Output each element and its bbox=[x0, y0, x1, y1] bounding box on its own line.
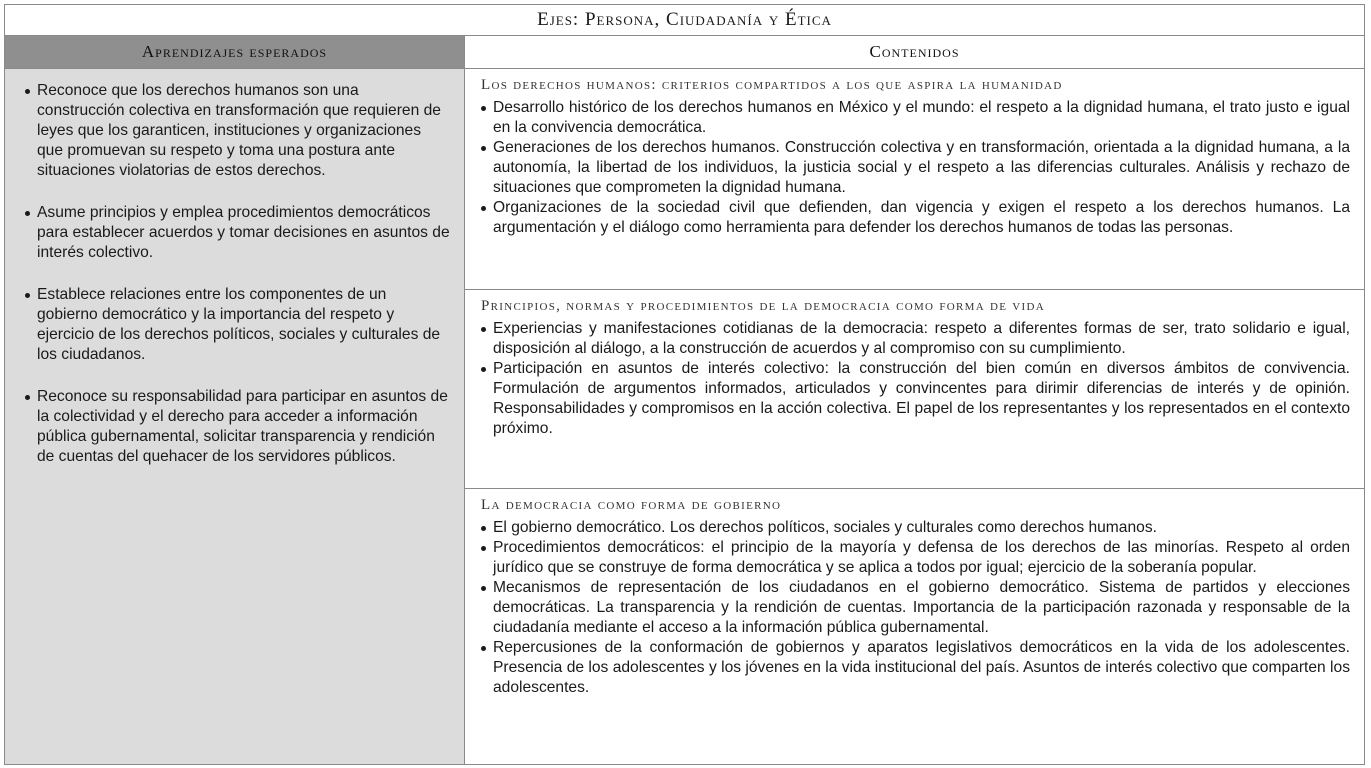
aprendizajes-column bbox=[5, 69, 465, 764]
aprendizaje-item: Establece relaciones entre los componentes de un gobierno democrático y la importancia del respeto y ejercicio de los derechos políticos, sociales y culturales de los ciudadanos. bbox=[25, 285, 450, 365]
content-item: Generaciones de los derechos humanos. Construcción colectiva y en transformación, orientada a la dignidad humana, a la autonomía, la libertad de los individuos, la justicia social y el respeto a las diferencias culturales. Análisis y rechazo de situaciones que comprometen la dignidad humana. bbox=[481, 138, 1350, 198]
table-title: Ejes: Persona, Ciudadanía y Ética bbox=[5, 5, 1364, 36]
section-items bbox=[481, 518, 1350, 698]
body-row bbox=[5, 69, 1364, 764]
content-item: Mecanismos de representación de los ciudadanos en el gobierno democrático. Sistema de partidos y elecciones democráticas. La transparencia y la rendición de cuentas. Importancia de la participación razonada y responsable de la ciudadanía mediante el acceso a la información pública gubernamental. bbox=[481, 578, 1350, 638]
curriculum-table bbox=[4, 4, 1365, 765]
content-item: Procedimientos democráticos: el principio de la mayoría y defensa de los derechos de las minorías. Respeto al orden jurídico que se construye de forma democrática y se aplica a todos por igual; ejercicio de la soberanía popular. bbox=[481, 538, 1350, 578]
section-title: Los derechos humanos: criterios compartidos a los que aspira la humanidad bbox=[481, 77, 1063, 93]
section-principios-democracia bbox=[465, 290, 1364, 489]
section-items bbox=[481, 319, 1350, 439]
section-title: La democracia como forma de gobierno bbox=[481, 497, 782, 513]
header-aprendizajes: Aprendizajes esperados bbox=[5, 36, 465, 68]
section-derechos-humanos bbox=[465, 69, 1364, 290]
content-item: Participación en asuntos de interés colectivo: la construcción del bien común en diversos ámbitos de convivencia. Formulación de argumentos informados, articulados y convincentes para dirimir diferencias de interés y de opinión. Responsabilidades y compromisos en la acción colectiva. El papel de los representantes y los representados en el contexto próximo. bbox=[481, 359, 1350, 439]
content-item: El gobierno democrático. Los derechos políticos, sociales y culturales como derechos humanos. bbox=[481, 518, 1350, 538]
contenidos-column bbox=[465, 69, 1364, 764]
section-democracia-gobierno bbox=[465, 489, 1364, 764]
header-row bbox=[5, 36, 1364, 69]
aprendizaje-item: Reconoce que los derechos humanos son una construcción colectiva en transformación que requieren de leyes que los garanticen, instituciones y organizaciones que promuevan su respeto y toma una postura ante situaciones violatorias de estos derechos. bbox=[25, 81, 450, 181]
content-item: Desarrollo histórico de los derechos humanos en México y el mundo: el respeto a la dignidad humana, el trato justo e igual en la convivencia democrática. bbox=[481, 98, 1350, 138]
aprendizaje-item: Asume principios y emplea procedimientos democráticos para establecer acuerdos y tomar decisiones en asuntos de interés colectivo. bbox=[25, 203, 450, 263]
content-item: Organizaciones de la sociedad civil que defienden, dan vigencia y exigen el respeto a los derechos humanos. La argumentación y el diálogo como herramienta para defender los derechos humanos de todas las personas. bbox=[481, 198, 1350, 238]
aprendizajes-list bbox=[25, 81, 450, 467]
section-items bbox=[481, 98, 1350, 238]
header-contenidos: Contenidos bbox=[465, 36, 1364, 68]
content-item: Repercusiones de la conformación de gobiernos y aparatos legislativos democráticos en la vida de los adolescentes. Presencia de los adolescentes y los jóvenes en la vida institucional del país. Asuntos de interés colectivo que comparten los adolescentes. bbox=[481, 638, 1350, 698]
section-title: Principios, normas y procedimientos de la democracia como forma de vida bbox=[481, 298, 1046, 314]
content-item: Experiencias y manifestaciones cotidianas de la democracia: respeto a diferentes formas de ser, trato solidario e igual, disposición al diálogo, a la construcción de acuerdos y al compromiso con su cumplimiento. bbox=[481, 319, 1350, 359]
aprendizaje-item: Reconoce su responsabilidad para participar en asuntos de la colectividad y el derecho para acceder a información pública gubernamental, solicitar transparencia y rendición de cuentas del quehacer de los servidores públicos. bbox=[25, 387, 450, 467]
